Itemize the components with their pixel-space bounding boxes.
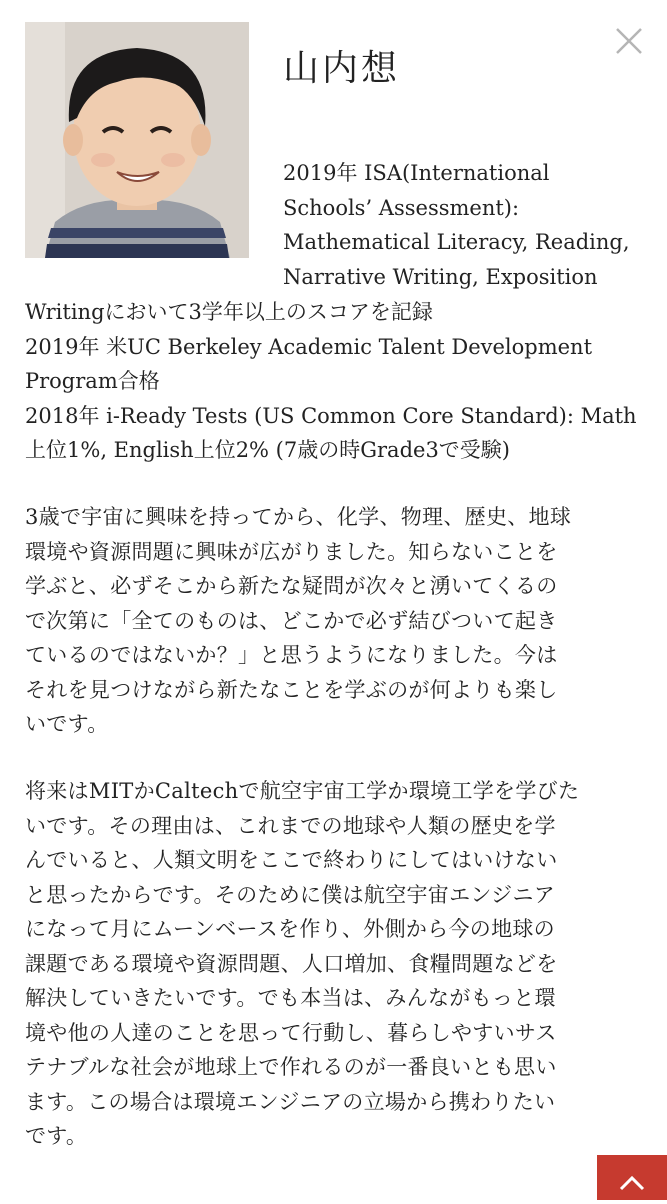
- close-icon: [610, 22, 648, 60]
- person-name: 山内想: [283, 48, 401, 89]
- achievements-text-side: 2019年 ISA(International Schools’ Assessment): Mathematical Literacy, Reading, Narrative Writing, Exposition: [283, 161, 630, 289]
- boy-photo-illustration: [25, 22, 249, 258]
- chevron-up-icon: [597, 1155, 667, 1200]
- bio-paragraph-1: 3歳で宇宙に興味を持ってから、化学、物理、歴史、地球 環境や資源問題に興味が広がりました。知らないことを 学ぶと、必ずそこから新たな疑問が次々と湧いてくるの で次第に「全てのものは、どこかで必ず結びついて起き ているのではないか？」と思うようになりました。今は それを見つけながら新たなことを学ぶのが何よりも楽し いです。: [25, 505, 572, 736]
- achievements-text: Writingにおいて3学年以上のスコアを記録 2019年 米UC Berkeley Academic Talent Development Program合格 2018年 i-Ready Tests (US Common Core Standard): Math 上位1%, English上位2% (7歳の時Grade3で受験): [25, 300, 637, 462]
- scroll-top-button[interactable]: [597, 1155, 667, 1200]
- profile-photo: [25, 22, 249, 258]
- bio-paragraph-2: 将来はMITかCaltechで航空宇宙工学か環境工学を学びた いです。その理由は、これまでの地球や人類の歴史を学 んでいると、人類文明をここで終わりにしてはいけない と思ったからです。そのために僕は航空宇宙エンジニア になって月にムーンベースを作り、外側から今の地球の 課題である環境や資源問題、人口増加、食糧問題などを 解決していきたいです。でも本当は、みんながもっと環 境や他の人達のことを思って行動し、暮らしやすいサス テナブルな社会が地球上で作れるのが一番良いとも思い ます。この場合は環境エンジニアの立場から携わりたい です。: [25, 779, 580, 1148]
- close-button[interactable]: [610, 22, 648, 60]
